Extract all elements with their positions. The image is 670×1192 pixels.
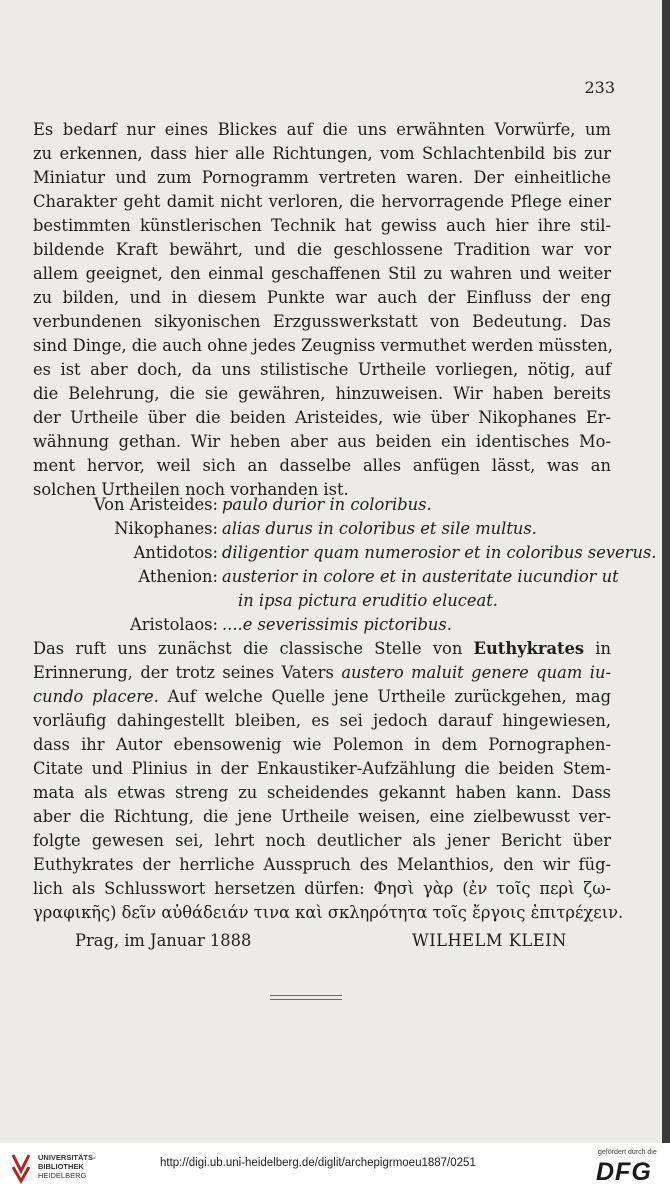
text-line: die Belehrung, die sie gewähren, hinzuweisen. Wir haben bereits	[33, 384, 611, 403]
text-line: sind Dinge, die auch ohne jedes Zeugniss vermuthet werden müssten,	[33, 336, 613, 355]
text-line: γραφικῆς) δεῖν αὐθάδειάν τινα καὶ σκληρότητα τοῖς ἔργοις ἐπιτρέχειν.	[33, 903, 624, 922]
bold-name: Euthykrates	[473, 639, 585, 658]
text-line: Charakter geht damit nicht verloren, die hervorragende Pflege einer	[33, 192, 611, 211]
text-line: mata als etwas streng zu scheidendes gekannt haben kann. Dass	[33, 783, 611, 802]
place-date: Prag, im Januar 1888	[75, 931, 252, 950]
latin-quote: cundo placere.	[33, 687, 159, 706]
quote-text: in ipsa pictura eruditio eluceat.	[238, 591, 498, 610]
quote-author: Antidotos:	[133, 543, 218, 562]
quote-text: austerior in colore et in austeritate iucundior ut	[222, 567, 619, 586]
author-signature: WILHELM KLEIN	[412, 931, 567, 950]
text-line: verbundenen sikyonischen Erzgusswerkstatt von Bedeutung. Das	[33, 312, 611, 331]
text-line: bestimmten künstlerischen Technik hat gewiss auch hier ihre stil-	[33, 216, 611, 235]
quote-text: paulo durior in coloribus.	[222, 495, 432, 514]
closing-rule	[270, 999, 342, 1000]
text-line: Es bedarf nur eines Blickes auf die uns erwähnten Vorwürfe, um	[33, 120, 611, 139]
page-number: 233	[584, 78, 615, 97]
quote-author: Aristolaos:	[129, 615, 218, 634]
quote-text: ....e severissimis pictoribus.	[222, 615, 452, 634]
quote-author: Nikophanes:	[114, 519, 218, 538]
quote-author: Athenion:	[138, 567, 218, 586]
text-line: dass ihr Autor ebensowenig wie Polemon in dem Pornographen-	[33, 735, 611, 754]
library-seal-icon	[9, 1151, 33, 1184]
quote-text: diligentior quam numerosior et in coloribus severus.	[222, 543, 657, 562]
text-line: aber die Richtung, die jene Urtheile weisen, eine zielbewusst ver-	[33, 807, 611, 826]
text-line: bildende Kraft bewährt, und die geschlossene Tradition war vor	[33, 240, 611, 259]
text-line: folgte gewesen sei, lehrt noch deutlicher als jener Bericht über	[33, 831, 611, 850]
text-line: zu bilden, und in diesem Punkte war auch der Einfluss der eng	[33, 288, 611, 307]
text-line: solchen Urtheilen noch vorhanden ist.	[33, 480, 349, 499]
text-line: Das ruft uns zunächst die classische Stelle von Euthykrates in	[33, 639, 611, 658]
library-logo-text: UNIVERSITÄTS- BIBLIOTHEK HEIDELBERG	[38, 1153, 96, 1180]
text-line: vorläufig dahingestellt bleiben, es sei jedoch darauf hingewiesen,	[33, 711, 611, 730]
funding-caption: gefördert durch die	[598, 1149, 657, 1156]
text-line: Miniatur und zum Pornogramm vertreten waren. Der einheitliche	[33, 168, 611, 187]
text-line: allem geeignet, den einmal geschaffenen Stil zu wahren und weiter	[33, 264, 611, 283]
text-line: Erinnerung, der trotz seines Vaters austero maluit genere quam iu-	[33, 663, 611, 682]
text-line: ment hervor, weil sich an dasselbe alles anfügen lässt, was an	[33, 456, 611, 475]
quote-text: alias durus in coloribus et sile multus.	[222, 519, 537, 538]
source-url-link[interactable]: http://digi.ub.uni-heidelberg.de/diglit/archepigrmoeu1887/0251	[160, 1157, 476, 1169]
latin-quote: austero maluit genere quam iu-	[341, 663, 611, 682]
text-line: zu erkennen, dass hier alle Richtungen, vom Schlachtenbild bis zur	[33, 144, 611, 163]
quote-author: Von Aristeides:	[93, 495, 218, 514]
text-line: es ist aber doch, da uns stilistische Urtheile vorliegen, nötig, auf	[33, 360, 611, 379]
text-line: Citate und Plinius in der Enkaustiker-Aufzählung die beiden Stem-	[33, 759, 611, 778]
text-line: Euthykrates der herrliche Ausspruch des Melanthios, den wir füg-	[33, 855, 611, 874]
page-edge	[662, 0, 670, 1143]
closing-rule	[270, 995, 342, 996]
dfg-logo: DFG	[596, 1158, 652, 1186]
text-line: cundo placere. Auf welche Quelle jene Urtheile zurückgehen, mag	[33, 687, 611, 706]
text-line: der Urtheile über die beiden Aristeides, wie über Nikophanes Er-	[33, 408, 611, 427]
text-line: lich als Schlusswort hersetzen dürfen: Φησὶ γὰρ (ἐν τοῖς περὶ ζω-	[33, 879, 611, 898]
text-line: wähnung gethan. Wir heben aber aus beiden ein identisches Mo-	[33, 432, 611, 451]
